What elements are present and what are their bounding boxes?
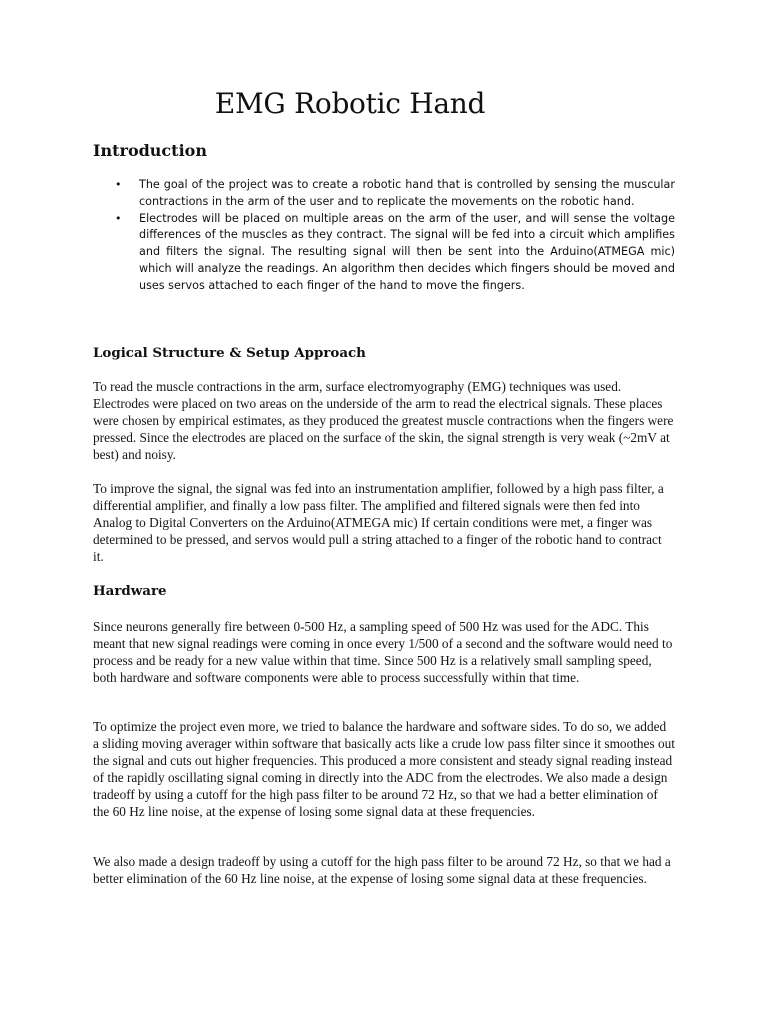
hardware-paragraph-3: We also made a design tradeoff by using a cutoff for the high pass filter to be around 72 Hz, so that we had a better elimination of the 60 Hz line noise, at the expense of losing some signal data at these frequencies. (93, 854, 671, 886)
logical-structure-paragraph-1: To read the muscle contractions in the arm, surface electromyography (EMG) techniques was used. Electrodes were placed on two areas on the underside of the arm to read the electrical signals. These places were chosen by empirical estimates, as they produced the greatest muscle contractions when the fingers were pressed. Since the electrodes are placed on the surface of the skin, the signal strength is very weak (~2mV at best) and noisy. (93, 379, 674, 462)
hardware-heading: Hardware (93, 583, 167, 599)
bullet-icon: • (115, 178, 122, 191)
document-title: EMG Robotic Hand (214, 87, 486, 120)
introduction-heading: Introduction (93, 141, 207, 160)
bullet-text: The goal of the project was to create a robotic hand that is controlled by sensing the muscular contractions in the arm of the user and to replicate the movements on the robotic hand. (139, 178, 675, 208)
hardware-paragraph-2: To optimize the project even more, we tried to balance the hardware and software sides. To do so, we added a sliding moving averager within software that basically acts like a crude low pass filter since it smoothes out the signal and cuts out higher frequencies. This produced a more consistent and steady signal reading instead of the rapidly oscillating signal coming in directly into the ADC from the electrodes. We also made a design tradeoff by using a cutoff for the high pass filter to be around 72 Hz, so that we had a better elimination of the 60 Hz line noise, at the expense of losing some signal data at these frequencies. (93, 719, 675, 819)
hardware-paragraph-1: Since neurons generally fire between 0-500 Hz, a sampling speed of 500 Hz was used for the ADC. This meant that new signal readings were coming in once every 1/500 of a second and the software would need to process and be ready for a new value within that time. Since 500 Hz is a relatively small sampling speed, both hardware and software components were able to process successfully within that time. (93, 619, 673, 685)
list-item (113, 177, 675, 211)
bullet-icon: • (115, 211, 122, 225)
list-item (113, 211, 675, 295)
introduction-bullet-list (113, 177, 675, 295)
logical-structure-paragraph-2: To improve the signal, the signal was fed into an instrumentation amplifier, followed by a high pass filter, a differential amplifier, and finally a low pass filter. The amplified and filtered signals were then fed into Analog to Digital Converters on the Arduino(ATMEGA mic) If certain conditions were met, a finger was determined to be pressed, and servos would pull a string attached to a finger of the robotic hand to contract it. (93, 481, 664, 564)
bullet-text: Electrodes will be placed on multiple areas on the arm of the user, and will sense the voltage differences of the muscles as they contract. The signal will be fed into a circuit which amplifies and filters the signal. The resulting signal will then be sent into the Arduino(ATMEGA mic) which will analyze the readings. An algorithm then decides which fingers should be moved and uses servos attached to each finger of the hand to move the fingers. (139, 211, 675, 292)
logical-structure-heading: Logical Structure & Setup Approach (93, 345, 366, 361)
